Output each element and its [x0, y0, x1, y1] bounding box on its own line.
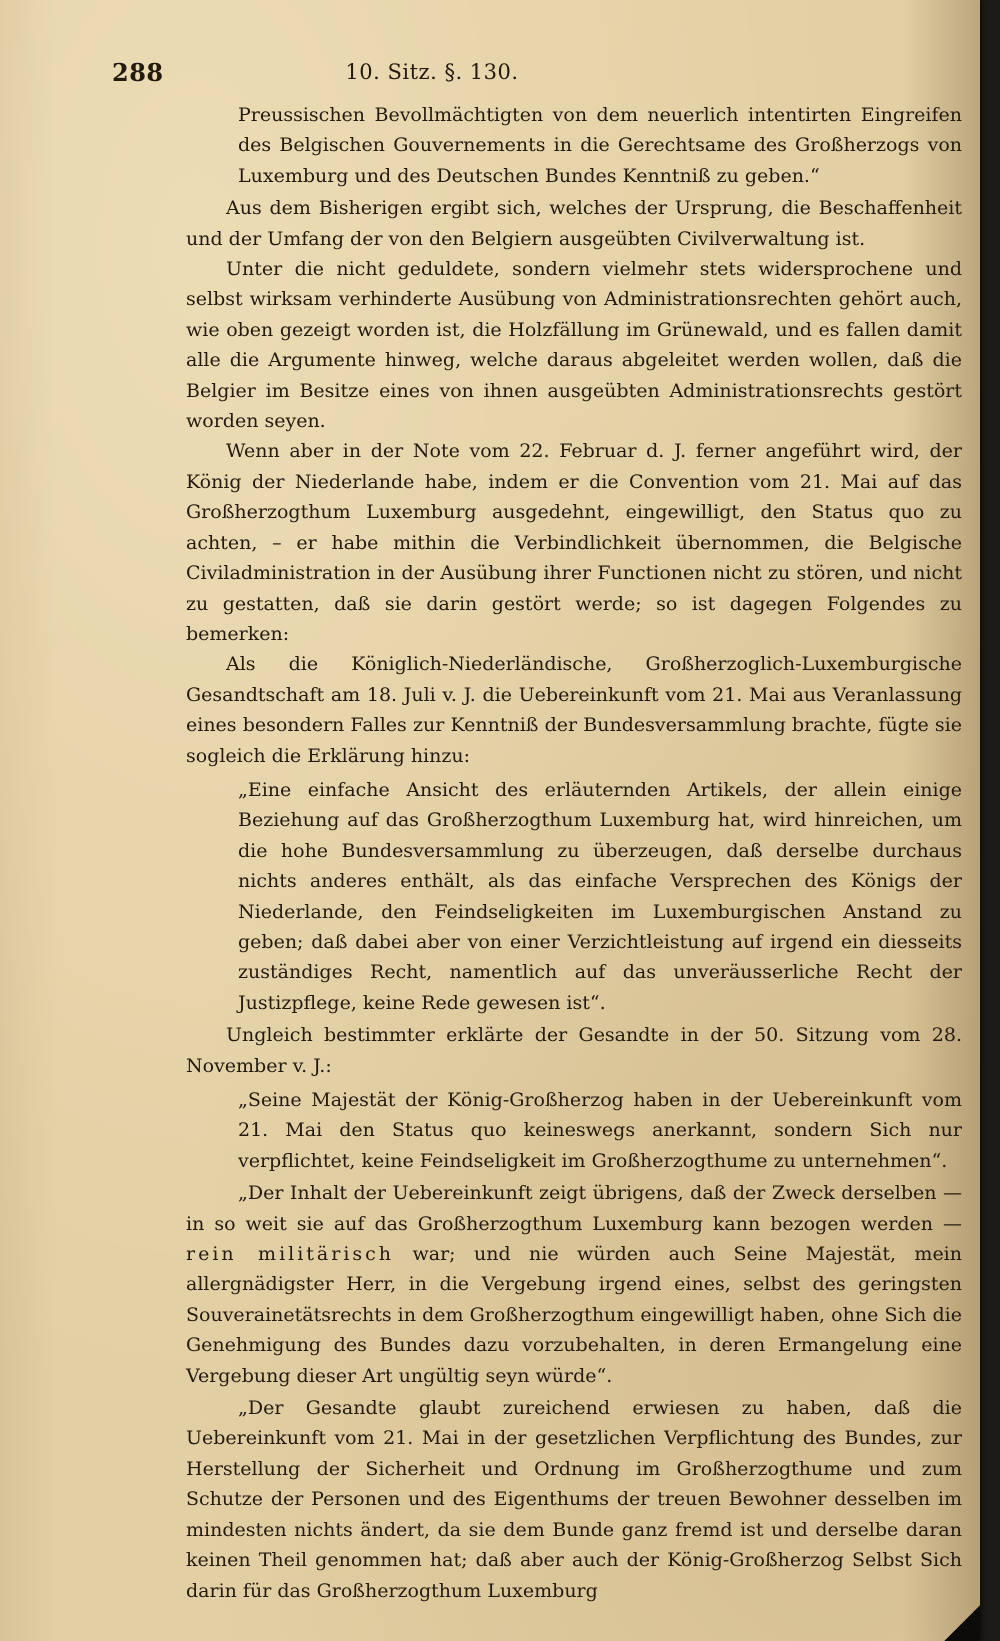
quote-text: war; und nie würden auch Seine Majestät, mein allergnädigster Herr, in die Vergebung irgend eines, selbst des geringsten Souverainetätsrechts in dem Großherzogthum eingewilligt haben, ohne Sich die Genehmigung des Bundes dazu vorzubehalten, in deren Ermangelung eine Vergebung dieser Art ungültig seyn würde“. [186, 1243, 962, 1387]
body-text [186, 100, 962, 1606]
paragraph: Unter die nicht geduldete, sondern vielmehr stets widersprochene und selbst wirksam verhinderte Ausübung von Administrationsrechten gehört auch, wie oben gezeigt worden ist, die Holzfällung im Grünewald, und es fallen damit alle die Argumente hinweg, welche daraus abgeleitet werden wollen, daß die Belgier im Besitze eines von ihnen ausgeübten Administrationsrechts gestört worden seyen. [186, 258, 962, 433]
block-quote [186, 1178, 962, 1391]
page-header [112, 58, 962, 94]
page-number: 288 [112, 58, 164, 87]
paragraph: Aus dem Bisherigen ergibt sich, welches der Ursprung, die Beschaffenheit und der Umfang der von den Belgiern ausgeübten Civilverwaltung ist. [186, 197, 962, 250]
emphasized-text: rein militärisch [186, 1243, 395, 1266]
paragraph: Als die Königlich-Niederländische, Großherzoglich-Luxemburgische Gesandtschaft am 18. Juli v. J. die Uebereinkunft vom 21. Mai aus Veranlassung eines besondern Falles zur Kenntniß der Bundesversammlung brachte, fügte sie sogleich die Erklärung hinzu: [186, 653, 962, 767]
running-head: 10. Sitz. §. 130. [345, 60, 519, 84]
block-quote: „Seine Majestät der König-Großherzog haben in der Uebereinkunft vom 21. Mai den Status quo keineswegs anerkannt, sondern Sich nur verpflichtet, keine Feindseligkeit im Großherzogthume zu unternehmen“. [238, 1089, 962, 1172]
page-corner-shadow [944, 1605, 980, 1641]
paragraph-continued-quote: Preussischen Bevollmächtigten von dem neuerlich intentirten Eingreifen des Belgischen Gouvernements in die Gerechtsame des Großherzogs von Luxemburg und des Deutschen Bundes Kenntniß zu geben.“ [238, 104, 962, 187]
paragraph: Wenn aber in der Note vom 22. Februar d. J. ferner angeführt wird, der König der Niederlande habe, indem er die Convention vom 21. Mai auf das Großherzogthum Luxemburg ausgedehnt, eingewilligt, den Status quo zu achten, – er habe mithin die Verbindlichkeit übernommen, die Belgische Civiladministration in der Ausübung ihrer Functionen nicht zu stören, und nicht zu gestatten, daß sie darin gestört werde; so ist dagegen Folgendes zu bemerken: [186, 440, 962, 645]
block-quote: „Der Gesandte glaubt zureichend erwiesen zu haben, daß die Uebereinkunft vom 21. Mai in der gesetzlichen Verpflichtung des Bundes, zur Herstellung der Sicherheit und Ordnung im Großherzogthume und zum Schutze der Personen und des Eigenthums der treuen Bewohner desselben im mindesten nichts ändert, da sie dem Bunde ganz fremd ist und derselbe daran keinen Theil genommen hat; daß aber auch der König-Großherzog Selbst Sich darin für das Großherzogthum Luxemburg [186, 1397, 962, 1602]
quote-text: „Der Inhalt der Uebereinkunft zeigt übrigens, daß der Zweck derselben — in so weit sie auf das Großherzogthum Luxemburg kann bezogen werden — [186, 1182, 962, 1235]
paragraph: Ungleich bestimmter erklärte der Gesandte in der 50. Sitzung vom 28. November v. J.: [186, 1024, 962, 1077]
block-quote: „Eine einfache Ansicht des erläuternden Artikels, der allein einige Beziehung auf das Großherzogthum Luxemburg hat, wird hinreichen, um die hohe Bundesversammlung zu überzeugen, daß derselbe durchaus nichts anderes enthält, als das einfache Versprechen des Königs der Niederlande, den Feindseligkeiten im Luxemburgischen Anstand zu geben; daß dabei aber von einer Verzichtleistung auf irgend ein diesseits zuständiges Recht, namentlich auf das unveräusserliche Recht der Justizpflege, keine Rede gewesen ist“. [238, 778, 962, 1014]
